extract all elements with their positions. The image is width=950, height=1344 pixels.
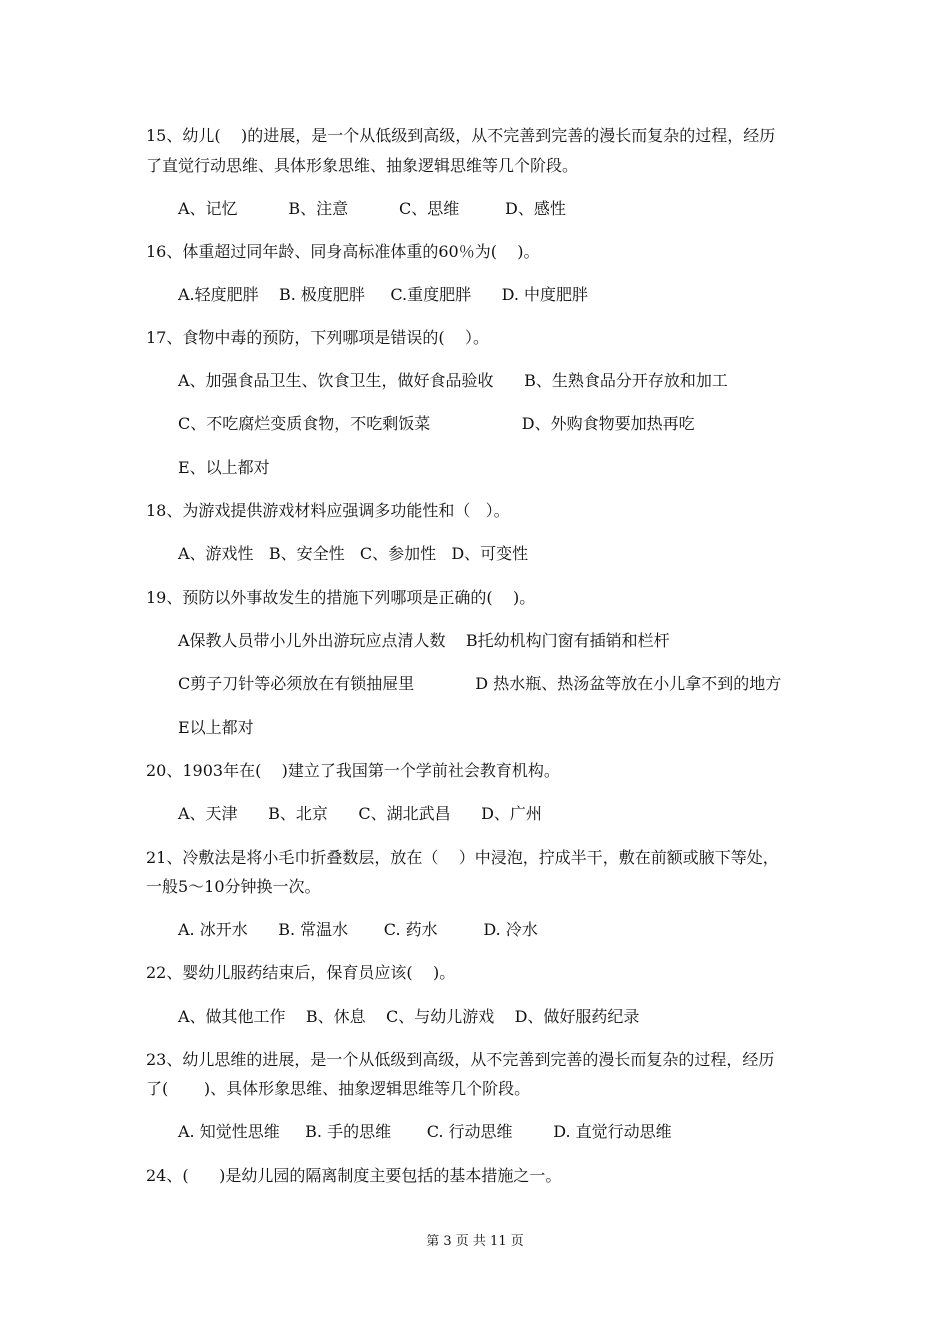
page-footer: 第 3 页 共 11 页 bbox=[426, 1234, 524, 1249]
question-20-options: A、天津 B、北京 C、湖北武昌 D、广州 bbox=[178, 804, 542, 823]
question-21-stem-cont: 一般5～10分钟换一次。 bbox=[146, 877, 321, 896]
question-18-stem: 18、为游戏提供游戏材料应强调多功能性和（ ）。 bbox=[146, 501, 510, 520]
question-16-stem: 16、体重超过同年龄、同身高标准体重的60％为( )。 bbox=[146, 242, 540, 261]
question-20-stem: 20、1903年在( )建立了我国第一个学前社会教育机构。 bbox=[146, 761, 560, 780]
question-23-stem-cont: 了( )、具体形象思维、抽象逻辑思维等几个阶段。 bbox=[146, 1079, 531, 1098]
question-23-options: A. 知觉性思维 B. 手的思维 C. 行动思维 D. 直觉行动思维 bbox=[178, 1122, 672, 1141]
question-17-options-3: E、以上都对 bbox=[178, 458, 270, 477]
question-15-stem-cont: 了直觉行动思维、具体形象思维、抽象逻辑思维等几个阶段。 bbox=[146, 156, 579, 175]
question-19-stem: 19、预防以外事故发生的措施下列哪项是正确的( )。 bbox=[146, 588, 536, 607]
question-23-stem: 23、幼儿思维的进展，是一个从低级到高级，从不完善到完善的漫长而复杂的过程，经历 bbox=[146, 1050, 775, 1069]
question-17-stem: 17、食物中毒的预防，下列哪项是错误的( ）。 bbox=[146, 328, 489, 347]
question-19-options-3: E以上都对 bbox=[178, 718, 254, 737]
question-15-stem: 15、幼儿( )的进展，是一个从低级到高级，从不完善到完善的漫长而复杂的过程，经历 bbox=[146, 126, 776, 145]
question-24-stem: 24、( )是幼儿园的隔离制度主要包括的基本措施之一。 bbox=[146, 1166, 562, 1185]
question-22-options: A、做其他工作 B、休息 C、与幼儿游戏 D、做好服药纪录 bbox=[178, 1007, 640, 1026]
question-17-options-1: A、加强食品卫生、饮食卫生，做好食品验收 B、生熟食品分开存放和加工 bbox=[178, 371, 728, 390]
question-19-options-1: A保教人员带小儿外出游玩应点清人数 B托幼机构门窗有插销和栏杆 bbox=[178, 631, 670, 650]
question-18-options: A、游戏性 B、安全性 C、参加性 D、可变性 bbox=[178, 544, 529, 563]
question-15-options: A、记忆 B、注意 C、思维 D、感性 bbox=[178, 199, 566, 218]
question-21-options: A. 冰开水 B. 常温水 C. 药水 D. 冷水 bbox=[178, 920, 538, 939]
question-19-options-2: C剪子刀针等必须放在有锁抽屉里 D 热水瓶、热汤盆等放在小儿拿不到的地方 bbox=[178, 674, 782, 693]
question-16-options: A.轻度肥胖 B. 极度肥胖 C.重度肥胖 D. 中度肥胖 bbox=[178, 285, 589, 304]
question-17-options-2: C、不吃腐烂变质食物，不吃剩饭菜 D、外购食物要加热再吃 bbox=[178, 414, 695, 433]
question-22-stem: 22、婴幼儿服药结束后，保育员应该( )。 bbox=[146, 963, 456, 982]
question-21-stem: 21、冷敷法是将小毛巾折叠数层，放在（ ）中浸泡，拧成半干，敷在前额或腋下等处， bbox=[146, 848, 779, 867]
